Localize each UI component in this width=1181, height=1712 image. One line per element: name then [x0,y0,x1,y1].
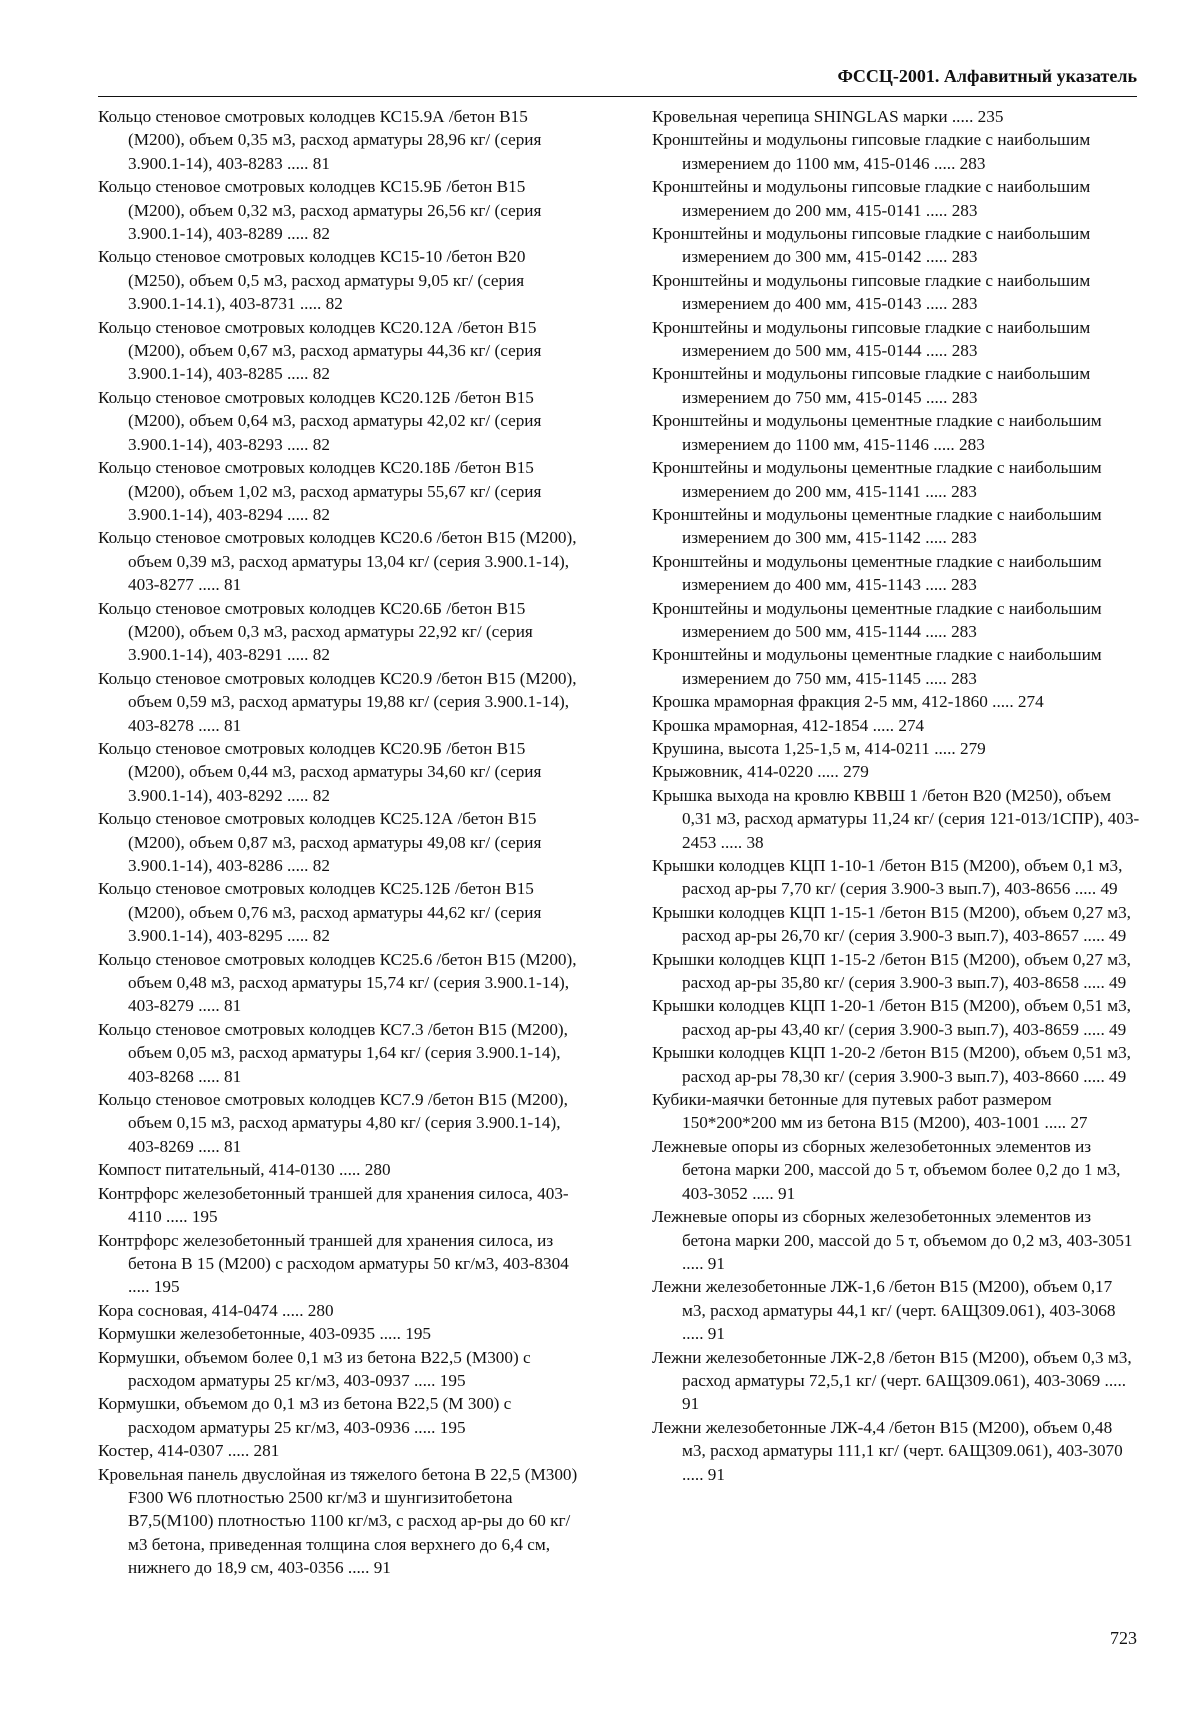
entry-text: Крышки колодцев КЦП 1-20-2 /бетон В15 (М200), объем 0,51 м3, расход ар-ры 78,30 кг/ (серия 3.900-3 вып.7), 403-8660 [652,1043,1131,1086]
entry-text: Компост питательный, 414-0130 [98,1160,335,1180]
index-entry: Крышки колодцев КЦП 1-15-1 /бетон В15 (М200), объем 0,27 м3, расход ар-ры 26,70 кг/ (серия 3.900-3 вып.7), 403-8657 ..... 49 [652,902,1131,946]
index-entry: Кольцо стеновое смотровых колодцев КС20.6Б /бетон В15 (М200), объем 0,3 м3, расход арматуры 22,92 кг/ (серия 3.900.1-14), 403-8291 ..... 82 [98,598,533,665]
entry-text: Кольцо стеновое смотровых колодцев КС15.9Б /бетон В15 (М200), объем 0,32 м3, расход арматуры 26,56 кг/ (серия 3.900.1-14), 403-8289 [98,177,542,244]
index-entry: Крышки колодцев КЦП 1-15-2 /бетон В15 (М200), объем 0,27 м3, расход ар-ры 35,80 кг/ (серия 3.900-3 вып.7), 403-8658 ..... 49 [652,949,1131,993]
entry-text: Кора сосновая, 414-0474 [98,1300,278,1320]
entry-text: Контрфорс железобетонный траншей для хранения силоса, 403-4110 [98,1183,569,1227]
entry-text: Лежни железобетонные ЛЖ-1,6 /бетон В15 (М200), объем 0,17 м3, расход арматуры 44,1 кг/ (черт. 6АЩ309.061), 403-3068 [652,1277,1116,1320]
entry-page-number: 27 [1070,1113,1088,1133]
entry-text: Кольцо стеновое смотровых колодцев КС25.12Б /бетон В15 (М200), объем 0,76 м3, расход арматуры 44,62 кг/ (серия 3.900.1-14), 403-8295 [98,879,542,946]
index-entry: Кронштейны и модульоны гипсовые гладкие с наибольшим измерением до 1100 мм, 415-0146 ..... 283 [652,130,1091,173]
entry-text: Крышки колодцев КЦП 1-10-1 /бетон В15 (М200), объем 0,1 м3, расход ар-ры 7,70 кг/ (серия 3.900-3 вып.7), 403-8656 [652,856,1123,899]
index-entry: Кронштейны и модульоны гипсовые гладкие с наибольшим измерением до 300 мм, 415-0142 ..... 283 [652,224,1091,267]
entry-page-number: 81 [223,1136,242,1156]
index-entry: Кронштейны и модульоны гипсовые гладкие с наибольшим измерением до 200 мм, 415-0141 ..... 283 [652,177,1091,220]
entry-page-number: 82 [312,364,330,384]
index-entry: Кронштейны и модульоны цементные гладкие с наибольшим измерением до 400 мм, 415-1143 ..... 283 [652,551,1102,595]
entry-text: Кронштейны и модульоны гипсовые гладкие с наибольшим измерением до 400 мм, 415-0143 [652,270,1091,314]
entry-text: Крошка мраморная, 412-1854 [652,715,869,735]
entry-text: Крышки колодцев КЦП 1-20-1 /бетон В15 (М200), объем 0,51 м3, расход ар-ры 43,40 кг/ (серия 3.900-3 вып.7), 403-8659 [652,996,1131,1039]
entry-page-number: 82 [325,294,343,314]
index-entry: Кора сосновая, 414-0474 ..... 280 [98,1300,334,1320]
entry-text: Кольцо стеновое смотровых колодцев КС15-10 /бетон В20 (М250), объем 0,5 м3, расход арматуры 9,05 кг/ (серия 3.900.1-14.1), 403-8731 [98,247,526,314]
entry-page-number: 283 [951,528,977,548]
entry-page-number: 49 [1109,1019,1127,1039]
entry-page-number: 283 [951,247,978,267]
entry-text: Кольцо стеновое смотровых колодцев КС20.9 /бетон В15 (М200), объем 0,59 м3, расход арматуры 19,88 кг/ (серия 3.900.1-14), 403-8278 [98,668,577,735]
entry-text: Кронштейны и модульоны гипсовые гладкие с наибольшим измерением до 1100 мм, 415-0146 [652,130,1091,173]
index-entry: Кольцо стеновое смотровых колодцев КС20.18Б /бетон В15 (М200), объем 1,02 м3, расход арматуры 55,67 кг/ (серия 3.900.1-14), 403-8294 ..... 82 [98,458,542,524]
entry-page-number: 81 [223,996,242,1016]
entry-page-number: 283 [951,575,977,595]
index-entry: Кольцо стеновое смотровых колодцев КС25.6 /бетон В15 (М200), объем 0,48 м3, расход арматуры 15,74 кг/ (серия 3.900.1-14), 403-8279 ..... 81 [98,949,577,1016]
index-entry: Крыжовник, 414-0220 ..... 279 [652,762,869,782]
entry-text: Кольцо стеновое смотровых колодцев КС25.6 /бетон В15 (М200), объем 0,48 м3, расход арматуры 15,74 кг/ (серия 3.900.1-14), 403-8279 [98,949,577,1016]
entry-text: Кронштейны и модульоны цементные гладкие с наибольшим измерением до 750 мм, 415-1145 [652,645,1102,688]
page-header [98,62,1137,97]
entry-page-number: 283 [951,341,978,361]
entry-page-number: 81 [223,575,242,595]
index-column-right [652,105,1140,1486]
entry-text: Кормушки, объемом до 0,1 м3 из бетона В22,5 (М 300) с расходом арматуры 25 кг/м3, 403-0936 [98,1394,512,1437]
entry-page-number: 274 [1017,692,1044,712]
entry-page-number: 82 [312,645,330,665]
entry-page-number: 283 [951,294,978,314]
entry-text: Кубики-маячки бетонные для путевых работ размером 150*200*200 мм из бетона В15 (М200), 403-1001 [652,1090,1052,1133]
entry-page-number: 235 [977,107,1004,126]
entry-page-number: 81 [223,715,242,735]
entry-page-number: 82 [312,224,330,244]
index-entry: Кронштейны и модульоны гипсовые гладкие с наибольшим измерением до 750 мм, 415-0145 ..... 283 [652,364,1091,407]
entry-page-number: 195 [439,1417,466,1437]
entry-page-number: 91 [707,1324,725,1344]
entry-page-number: 81 [223,1066,242,1086]
entry-text: Крышки колодцев КЦП 1-15-2 /бетон В15 (М200), объем 0,27 м3, расход ар-ры 35,80 кг/ (серия 3.900-3 вып.7), 403-8658 [652,949,1131,993]
entry-text: Лежни железобетонные ЛЖ-4,4 /бетон В15 (М200), объем 0,48 м3, расход арматуры 111,1 кг/ (черт. 6АЩ309.061), 403-3070 [652,1417,1123,1461]
entry-text: Кольцо стеновое смотровых колодцев КС20.18Б /бетон В15 (М200), объем 1,02 м3, расход арматуры 55,67 кг/ (серия 3.900.1-14), 403-8294 [98,458,542,524]
entry-page-number: 82 [312,434,330,454]
index-entry: Кронштейны и модульоны гипсовые гладкие с наибольшим измерением до 500 мм, 415-0144 ..... 283 [652,317,1091,361]
index-entry: Кормушки железобетонные, 403-0935 ..... 195 [98,1324,431,1344]
entry-text: Крышки колодцев КЦП 1-15-1 /бетон В15 (М200), объем 0,27 м3, расход ар-ры 26,70 кг/ (серия 3.900-3 вып.7), 403-8657 [652,902,1131,946]
entry-page-number: 283 [951,200,978,220]
entry-page-number: 280 [307,1300,334,1320]
index-entry: Контрфорс железобетонный траншей для хранения силоса, из бетона В 15 (М200) с расходом арматуры 50 кг/м3, 403-8304 ..... 195 [98,1230,569,1297]
entry-page-number: 279 [959,738,986,758]
index-entry: Кольцо стеновое смотровых колодцев КС7.3 /бетон В15 (М200), объем 0,05 м3, расход арматуры 1,64 кг/ (серия 3.900.1-14), 403-8268 ..... 81 [98,1019,568,1086]
index-entry: Кольцо стеновое смотровых колодцев КС7.9 /бетон В15 (М200), объем 0,15 м3, расход арматуры 4,80 кг/ (серия 3.900.1-14), 403-8269 ..... 81 [98,1090,568,1156]
entry-page-number: 283 [959,153,986,173]
index-entry: Кронштейны и модульоны цементные гладкие с наибольшим измерением до 200 мм, 415-1141 ..... 283 [652,458,1102,501]
entry-page-number: 274 [898,715,925,735]
entry-text: Кольцо стеновое смотровых колодцев КС15.9А /бетон В15 (М200), объем 0,35 м3, расход арматуры 28,96 кг/ (серия 3.900.1-14), 403-8283 [98,107,542,173]
entry-page-number: 82 [312,856,330,875]
index-entry: Крошка мраморная, 412-1854 ..... 274 [652,715,925,735]
entry-page-number: 279 [843,762,869,782]
index-entry: Кровельная панель двуслойная из тяжелого бетона В 22,5 (М300) F300 W6 плотностью 2500 кг/м3 и шунгизитобетона В7,5(М100) плотностью 1100 кг/м3, с расход ар-ры до 60 кг/м3 бетона, приведенная толщина слоя верхнего до 6,4 см, нижнего до 18,9 см, 403-0356 ..... 91 [98,1464,578,1578]
index-entry: Кольцо стеновое смотровых колодцев КС20.12Б /бетон В15 (М200), объем 0,64 м3, расход арматуры 42,02 кг/ (серия 3.900.1-14), 403-8293 ..... 82 [98,387,542,454]
entry-page-number: 91 [682,1394,700,1414]
entry-text: Кронштейны и модульоны цементные гладкие с наибольшим измерением до 200 мм, 415-1141 [652,458,1102,501]
entry-page-number: 49 [1109,1066,1127,1086]
index-entry: Кровельная черепица SHINGLAS марки ..... 235 [652,107,1004,126]
entry-page-number: 91 [373,1558,391,1578]
entry-text: Кольцо стеновое смотровых колодцев КС20.9Б /бетон В15 (М200), объем 0,44 м3, расход арматуры 34,60 кг/ (серия 3.900.1-14), 403-8292 [98,738,542,805]
entry-text: Кровельная черепица SHINGLAS марки [652,107,948,126]
index-entry: Кормушки, объемом более 0,1 м3 из бетона В22,5 (М300) с расходом арматуры 25 кг/м3, 403-0937 ..... 195 [98,1347,531,1390]
entry-text: Кольцо стеновое смотровых колодцев КС20.6Б /бетон В15 (М200), объем 0,3 м3, расход арматуры 22,92 кг/ (серия 3.900.1-14), 403-8291 [98,598,533,665]
entry-text: Кольцо стеновое смотровых колодцев КС20.6 /бетон В15 (М200), объем 0,39 м3, расход арматуры 13,04 кг/ (серия 3.900.1-14), 403-8277 [98,528,577,595]
entry-text: Кронштейны и модульоны гипсовые гладкие с наибольшим измерением до 300 мм, 415-0142 [652,224,1091,267]
entry-page-number: 281 [253,1441,280,1461]
entry-page-number: 283 [951,621,977,641]
entry-text: Лежневые опоры из сборных железобетонных элементов из бетона марки 200, массой до 5 т, объемом до 0,2 м3, 403-3051 [652,1207,1133,1250]
index-entry: Крошка мраморная фракция 2-5 мм, 412-1860 ..... 274 [652,692,1044,712]
index-entry: Кольцо стеновое смотровых колодцев КС20.6 /бетон В15 (М200), объем 0,39 м3, расход арматуры 13,04 кг/ (серия 3.900.1-14), 403-8277 ..... 81 [98,528,577,595]
index-entry: Кольцо стеновое смотровых колодцев КС15.9Б /бетон В15 (М200), объем 0,32 м3, расход арматуры 26,56 кг/ (серия 3.900.1-14), 403-8289 ..... 82 [98,177,542,244]
entry-page-number: 82 [312,926,330,946]
index-entry: Крышки колодцев КЦП 1-10-1 /бетон В15 (М200), объем 0,1 м3, расход ар-ры 7,70 кг/ (серия 3.900-3 вып.7), 403-8656 ..... 49 [652,856,1123,899]
index-entry: Крышки колодцев КЦП 1-20-1 /бетон В15 (М200), объем 0,51 м3, расход ар-ры 43,40 кг/ (серия 3.900-3 вып.7), 403-8659 ..... 49 [652,996,1131,1039]
index-entry: Кольцо стеновое смотровых колодцев КС15-10 /бетон В20 (М250), объем 0,5 м3, расход арматуры 9,05 кг/ (серия 3.900.1-14.1), 403-8731 ..... 82 [98,247,526,314]
entry-page-number: 280 [364,1160,391,1180]
index-entry: Контрфорс железобетонный траншей для хранения силоса, 403-4110 ..... 195 [98,1183,569,1227]
header-title: ФССЦ-2001. Алфавитный указатель [837,66,1137,86]
index-entry: Компост питательный, 414-0130 ..... 280 [98,1160,391,1180]
index-column-left [98,105,580,1580]
index-entry: Крышка выхода на кровлю КВВШ 1 /бетон В20 (М250), объем 0,31 м3, расход арматуры 11,24 кг/ (серия 121-013/1СПР), 403-2453 ..... 38 [652,785,1140,852]
entry-page-number: 283 [951,481,977,501]
entry-page-number: 283 [951,668,977,688]
entry-page-number: 49 [1109,973,1127,993]
entry-text: Кронштейны и модульоны цементные гладкие с наибольшим измерением до 1100 мм, 415-1146 [652,411,1102,454]
entry-text: Кронштейны и модульоны цементные гладкие с наибольшим измерением до 300 мм, 415-1142 [652,504,1102,548]
entry-page-number: 91 [777,1183,796,1203]
index-entry: Крышки колодцев КЦП 1-20-2 /бетон В15 (М200), объем 0,51 м3, расход ар-ры 78,30 кг/ (серия 3.900-3 вып.7), 403-8660 ..... 49 [652,1043,1131,1086]
entry-page-number: 82 [312,785,330,805]
entry-text: Кронштейны и модульоны гипсовые гладкие с наибольшим измерением до 500 мм, 415-0144 [652,317,1091,361]
entry-text: Кольцо стеновое смотровых колодцев КС25.12А /бетон В15 (М200), объем 0,87 м3, расход арматуры 49,08 кг/ (серия 3.900.1-14), 403-8286 [98,809,542,875]
index-entry: Кольцо стеновое смотровых колодцев КС25.12Б /бетон В15 (М200), объем 0,76 м3, расход арматуры 44,62 кг/ (серия 3.900.1-14), 403-8295 ..... 82 [98,879,542,946]
index-entry: Кольцо стеновое смотровых колодцев КС20.9 /бетон В15 (М200), объем 0,59 м3, расход арматуры 19,88 кг/ (серия 3.900.1-14), 403-8278 ..... 81 [98,668,577,735]
entry-text: Кормушки железобетонные, 403-0935 [98,1324,376,1344]
entry-text: Кольцо стеновое смотровых колодцев КС20.12Б /бетон В15 (М200), объем 0,64 м3, расход арматуры 42,02 кг/ (серия 3.900.1-14), 403-8293 [98,387,542,454]
index-entry: Кольцо стеновое смотровых колодцев КС25.12А /бетон В15 (М200), объем 0,87 м3, расход арматуры 49,08 кг/ (серия 3.900.1-14), 403-8286 ..... 82 [98,809,542,875]
entry-page-number: 195 [405,1324,431,1344]
entry-text: Кронштейны и модульоны гипсовые гладкие с наибольшим измерением до 200 мм, 415-0141 [652,177,1091,220]
entry-text: Кронштейны и модульоны гипсовые гладкие с наибольшим измерением до 750 мм, 415-0145 [652,364,1091,407]
index-entry: Кольцо стеновое смотровых колодцев КС20.9Б /бетон В15 (М200), объем 0,44 м3, расход арматуры 34,60 кг/ (серия 3.900.1-14), 403-8292 ..... 82 [98,738,542,805]
entry-page-number: 195 [439,1370,466,1390]
index-entry: Кольцо стеновое смотровых колодцев КС20.12А /бетон В15 (М200), объем 0,67 м3, расход арматуры 44,36 кг/ (серия 3.900.1-14), 403-8285 ..... 82 [98,317,542,384]
entry-page-number: 49 [1100,879,1118,899]
index-entry: Лежни железобетонные ЛЖ-1,6 /бетон В15 (М200), объем 0,17 м3, расход арматуры 44,1 кг/ (черт. 6АЩ309.061), 403-3068 ..... 91 [652,1277,1116,1344]
index-entry: Кронштейны и модульоны цементные гладкие с наибольшим измерением до 500 мм, 415-1144 ..... 283 [652,598,1102,641]
entry-text: Лежневые опоры из сборных железобетонных элементов из бетона марки 200, массой до 5 т, объемом более 0,2 до 1 м3, 403-3052 [652,1136,1121,1203]
index-entry: Лежни железобетонные ЛЖ-2,8 /бетон В15 (М200), объем 0,3 м3, расход арматуры 72,5,1 кг/ (черт. 6АЩ309.061), 403-3069 ..... 91 [652,1347,1132,1414]
entry-page-number: 195 [191,1207,218,1227]
entry-page-number: 195 [153,1277,180,1297]
entry-text: Кровельная панель двуслойная из тяжелого бетона В 22,5 (М300) F300 W6 плотностью 2500 кг/м3 и шунгизитобетона В7,5(М100) плотностью 1100 кг/м3, с расход ар-ры до 60 кг/м3 бетона, приведенная толщина слоя верхнего до 6,4 см, нижнего до 18,9 см, 403-0356 [98,1464,578,1578]
index-entry: Кронштейны и модульоны цементные гладкие с наибольшим измерением до 300 мм, 415-1142 ..... 283 [652,504,1102,548]
entry-page-number: 38 [746,832,764,852]
entry-page-number: 91 [707,1464,725,1484]
entry-text: Костер, 414-0307 [98,1441,224,1461]
entry-text: Лежни железобетонные ЛЖ-2,8 /бетон В15 (М200), объем 0,3 м3, расход арматуры 72,5,1 кг/ (черт. 6АЩ309.061), 403-3069 [652,1347,1132,1390]
entry-page-number: 82 [312,504,330,524]
index-entry: Лежневые опоры из сборных железобетонных элементов из бетона марки 200, массой до 5 т, объемом до 0,2 м3, 403-3051 ..... 91 [652,1207,1133,1273]
index-entry: Кубики-маячки бетонные для путевых работ размером 150*200*200 мм из бетона В15 (М200), 403-1001 ..... 27 [652,1090,1088,1133]
entry-page-number: 81 [312,153,330,173]
entry-text: Кронштейны и модульоны цементные гладкие с наибольшим измерением до 400 мм, 415-1143 [652,551,1102,595]
entry-text: Кронштейны и модульоны цементные гладкие с наибольшим измерением до 500 мм, 415-1144 [652,598,1102,641]
entry-text: Кольцо стеновое смотровых колодцев КС7.9 /бетон В15 (М200), объем 0,15 м3, расход арматуры 4,80 кг/ (серия 3.900.1-14), 403-8269 [98,1090,568,1156]
index-entry: Лежни железобетонные ЛЖ-4,4 /бетон В15 (М200), объем 0,48 м3, расход арматуры 111,1 кг/ (черт. 6АЩ309.061), 403-3070 ..... 91 [652,1417,1123,1484]
entry-text: Крышка выхода на кровлю КВВШ 1 /бетон В20 (М250), объем 0,31 м3, расход арматуры 11,24 кг/ (серия 121-013/1СПР), 403-2453 [652,785,1140,852]
entry-page-number: 283 [951,387,978,407]
index-entry: Кронштейны и модульоны гипсовые гладкие с наибольшим измерением до 400 мм, 415-0143 ..... 283 [652,270,1091,314]
entry-page-number: 49 [1109,926,1127,946]
entry-text: Кольцо стеновое смотровых колодцев КС7.3 /бетон В15 (М200), объем 0,05 м3, расход арматуры 1,64 кг/ (серия 3.900.1-14), 403-8268 [98,1019,568,1086]
entry-page-number: 283 [959,434,985,454]
index-entry: Кольцо стеновое смотровых колодцев КС15.9А /бетон В15 (М200), объем 0,35 м3, расход арматуры 28,96 кг/ (серия 3.900.1-14), 403-8283 ..... 81 [98,107,542,173]
index-entry: Лежневые опоры из сборных железобетонных элементов из бетона марки 200, массой до 5 т, объемом более 0,2 до 1 м3, 403-3052 ..... 91 [652,1136,1121,1203]
index-entry: Кормушки, объемом до 0,1 м3 из бетона В22,5 (М 300) с расходом арматуры 25 кг/м3, 403-0936 ..... 195 [98,1394,512,1437]
entry-text: Крыжовник, 414-0220 [652,762,813,782]
index-entry: Кронштейны и модульоны цементные гладкие с наибольшим измерением до 750 мм, 415-1145 ..... 283 [652,645,1102,688]
index-entry: Кронштейны и модульоны цементные гладкие с наибольшим измерением до 1100 мм, 415-1146 ..... 283 [652,411,1102,454]
entry-text: Кольцо стеновое смотровых колодцев КС20.12А /бетон В15 (М200), объем 0,67 м3, расход арматуры 44,36 кг/ (серия 3.900.1-14), 403-8285 [98,317,542,384]
index-entry: Костер, 414-0307 ..... 281 [98,1441,280,1461]
entry-text: Кормушки, объемом более 0,1 м3 из бетона В22,5 (М300) с расходом арматуры 25 кг/м3, 403-0937 [98,1347,531,1390]
entry-text: Контрфорс железобетонный траншей для хранения силоса, из бетона В 15 (М200) с расходом арматуры 50 кг/м3, 403-8304 [98,1230,569,1273]
entry-page-number: 91 [707,1253,725,1273]
entry-text: Крушина, высота 1,25-1,5 м, 414-0211 [652,738,930,758]
entry-text: Крошка мраморная фракция 2-5 мм, 412-1860 [652,692,988,712]
index-entry: Крушина, высота 1,25-1,5 м, 414-0211 ..... 279 [652,738,986,758]
page-number: 723 [1110,1628,1137,1648]
